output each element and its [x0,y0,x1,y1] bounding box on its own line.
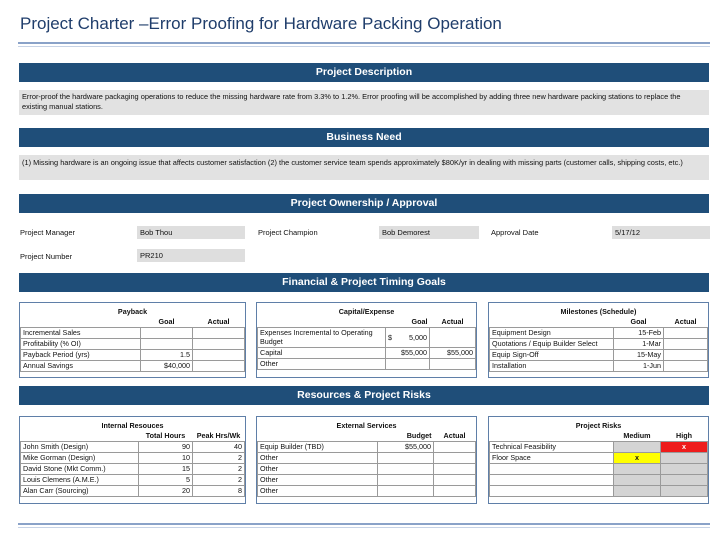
project-number-value: PR210 [137,249,245,262]
table-row [258,474,476,485]
capital-goal: $55,000 [386,347,430,358]
risk-high [661,463,708,474]
milestone-actual [664,338,708,349]
service-name: Other [258,463,378,474]
external-title: External Services [336,420,397,430]
payback-label: Annual Savings [21,360,141,371]
payback-goal [141,338,193,349]
ownership-banner: Project Ownership / Approval [19,194,709,213]
payback-label: Incremental Sales [21,327,141,338]
project-description-text: Error-proof the hardware packaging operations to reduce the missing hardware rate from 3.3% to 1.2%. Error proofing will be accomplished by adding three new hardware packing stations to replace the existing manual stations. [19,90,709,115]
service-budget: $55,000 [378,441,434,452]
resource-peak: 2 [193,474,245,485]
capital-actual: $55,000 [430,347,476,358]
table-row [21,338,245,349]
risk-name [490,485,614,496]
table-row [21,441,245,452]
service-name: Other [258,485,378,496]
project-champion-label: Project Champion [258,228,318,237]
risk-high: x [661,441,708,452]
milestone-actual [664,327,708,338]
service-name: Other [258,452,378,463]
risks-title: Project Risks [575,420,622,430]
table-row [21,327,245,338]
service-budget [378,463,434,474]
risk-high [661,452,708,463]
external-actual-header: Actual [443,431,466,441]
service-name: Equip Builder (TBD) [258,441,378,452]
risk-high [661,474,708,485]
resource-hours: 15 [139,463,193,474]
milestone-label: Equip Sign-Off [490,349,614,360]
resource-hours: 90 [139,441,193,452]
capital-label: Expenses Incremental to Operating Budget [258,327,386,347]
internal-title: Internal Resouces [101,420,164,430]
payback-table [20,305,245,372]
resource-peak: 2 [193,463,245,474]
table-row [258,485,476,496]
table-row [21,485,245,496]
milestone-actual [664,360,708,371]
risk-medium [614,485,661,496]
payback-goal-header: Goal [158,317,175,327]
service-budget [378,474,434,485]
table-row [490,485,708,496]
milestone-goal: 15-May [614,349,664,360]
table-row [258,441,476,452]
capital-table [257,305,476,370]
table-row [490,452,708,463]
table-row [490,338,708,349]
resource-hours: 5 [139,474,193,485]
payback-goal: 1.5 [141,349,193,360]
capital-currency: $ [386,327,400,347]
risk-medium [614,441,661,452]
table-row [490,463,708,474]
resource-name: Mike Gorman (Design) [21,452,139,463]
resource-name: Louis Clemens (A.M.E.) [21,474,139,485]
resource-name: John Smith (Design) [21,441,139,452]
footer-rule [18,523,710,525]
table-row [258,327,476,347]
risk-name: Technical Feasibility [490,441,614,452]
resource-peak: 2 [193,452,245,463]
capital-goal-header: Goal [411,317,428,327]
table-row [490,349,708,360]
milestone-label: Equipment Design [490,327,614,338]
milestone-actual [664,349,708,360]
resource-name: Alan Carr (Sourcing) [21,485,139,496]
payback-actual [193,338,245,349]
risk-medium [614,474,661,485]
service-actual [434,441,476,452]
approval-date-value: 5/17/12 [612,226,710,239]
internal-hours-header: Total Hours [145,431,186,441]
payback-actual [193,349,245,360]
milestone-goal: 1-Mar [614,338,664,349]
capital-label: Other [258,358,386,369]
internal-peak-header: Peak Hrs/Wk [196,431,241,441]
title-rule-thin [18,46,710,47]
risk-medium: x [614,452,661,463]
service-actual [434,463,476,474]
title-rule [18,42,710,44]
resource-peak: 40 [193,441,245,452]
risks-high-header: High [676,431,692,441]
risk-name: Floor Space [490,452,614,463]
service-budget [378,485,434,496]
capital-goal [386,358,430,369]
page-title: Project Charter –Error Proofing for Hardware Packing Operation [20,14,502,33]
payback-actual-header: Actual [207,317,230,327]
service-name: Other [258,474,378,485]
capital-title: Capital/Expense [338,306,395,316]
business-need-text [19,155,709,180]
table-row [258,358,476,369]
resources-banner: Resources & Project Risks [19,386,709,405]
payback-label: Profitability (% OI) [21,338,141,349]
project-manager-value: Bob Thou [137,226,245,239]
table-row [21,349,245,360]
capital-actual-header: Actual [441,317,464,327]
milestone-label: Installation [490,360,614,371]
project-manager-label: Project Manager [20,228,76,237]
risk-high [661,485,708,496]
milestone-label: Quotations / Equip Builder Select [490,338,614,349]
external-budget-header: Budget [406,431,432,441]
service-actual [434,474,476,485]
risk-name [490,474,614,485]
table-row [258,452,476,463]
payback-actual [193,327,245,338]
project-champion-value: Bob Demorest [379,226,479,239]
payback-goal: $40,000 [141,360,193,371]
table-row [490,441,708,452]
capital-actual [430,327,476,347]
service-budget [378,452,434,463]
project-description-banner: Project Description [19,63,709,82]
table-row [258,347,476,358]
risk-medium [614,463,661,474]
table-row [490,360,708,371]
milestone-goal: 1-Jun [614,360,664,371]
table-row [21,463,245,474]
payback-goal [141,327,193,338]
resource-hours: 20 [139,485,193,496]
table-row [21,360,245,371]
business-need-content: (1) Missing hardware is an ongoing issue that affects customer satisfaction (2) the customer service team spends approximately $80K/yr in dealing with missing parts (customer calls, shipping costs, etc.) [22,158,683,167]
table-row [490,327,708,338]
external-table [257,419,476,497]
project-number-label: Project Number [20,252,73,261]
table-row [258,463,476,474]
resource-name: David Stone (Mkt Comm.) [21,463,139,474]
service-actual [434,485,476,496]
risks-medium-header: Medium [623,431,651,441]
payback-label: Payback Period (yrs) [21,349,141,360]
capital-goal: 5,000 [400,327,430,347]
capital-label: Capital [258,347,386,358]
approval-date-label: Approval Date [491,228,539,237]
risks-table [489,419,708,497]
milestones-table [489,305,708,372]
table-row [21,474,245,485]
business-need-banner: Business Need [19,128,709,147]
resource-hours: 10 [139,452,193,463]
milestones-goal-header: Goal [630,317,647,327]
payback-title: Payback [117,306,148,316]
capital-actual [430,358,476,369]
milestones-title: Milestones (Schedule) [560,306,637,316]
internal-table [20,419,245,497]
risk-name [490,463,614,474]
service-actual [434,452,476,463]
payback-actual [193,360,245,371]
milestone-goal: 15-Feb [614,327,664,338]
table-row [21,452,245,463]
footer-rule-thin [18,527,710,528]
table-row [490,474,708,485]
milestones-actual-header: Actual [674,317,697,327]
resource-peak: 8 [193,485,245,496]
financial-banner: Financial & Project Timing Goals [19,273,709,292]
